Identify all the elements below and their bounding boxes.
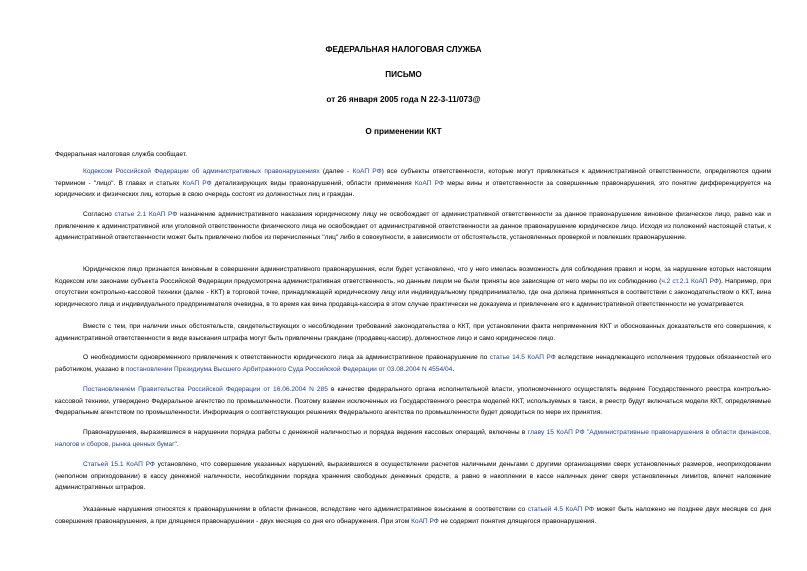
paragraph bbox=[55, 504, 771, 527]
paragraph-text: Правонарушения, выразившиеся в нарушении порядка работы с денежной наличностью и порядка ведения кассовых операций, включены в bbox=[83, 429, 528, 436]
paragraph bbox=[55, 149, 771, 161]
paragraph-text: детализирующих виды правонарушений, области применения bbox=[211, 179, 415, 187]
paragraph bbox=[55, 321, 771, 344]
paragraph-text: установлено, что совершение указанных нарушений, выразившихся в осуществлении расчетов наличными деньгами с другими организациями сверх установленных размеров, неоприходовании (неполном оприходовании) в кассу денежной наличности, несоблюдении порядка хранения свободных денежных средств, а равно в накоплении в кассе наличных денег сверх установленных лимитов, влечет наложение административных штрафов. bbox=[55, 461, 771, 492]
document-link[interactable]: статье 2.1 КоАП РФ bbox=[114, 211, 178, 218]
document-link[interactable]: КоАП РФ bbox=[182, 179, 212, 187]
paragraph-text: . bbox=[176, 440, 179, 448]
paragraph bbox=[55, 384, 771, 419]
document-link[interactable]: Постановлением Правительства Российской Федерации от 16.06.2004 N 285 bbox=[83, 386, 328, 393]
document-link[interactable]: статье 14.5 КоАП РФ bbox=[489, 354, 556, 361]
paragraph bbox=[55, 427, 771, 450]
document-link[interactable]: КоАП РФ bbox=[352, 168, 382, 175]
paragraph bbox=[55, 166, 771, 201]
paragraph bbox=[55, 209, 771, 244]
paragraph-text: в качестве федерального органа исполнительной власти, уполномоченного осуществлять ведение Государственного реестра контрольно-кассовой техники, утверждено Федеральное агентство по промышленности. Поэтому взамен исключенных из Государственного реестра моделей ККТ, используемых в такси, в реестр будут включаться модели ККТ, определяемые Федеральным агентством по промышленности. Информация о соответствующих решениях Федерального агентства по промышленности будет доводиться по мере их принятия. bbox=[55, 386, 771, 417]
document-date-number: от 26 января 2005 года N 22-3-11/073@ bbox=[326, 95, 481, 104]
document-subject: О применении ККТ bbox=[365, 127, 442, 136]
document-link[interactable]: статьей 4.5 КоАП РФ bbox=[527, 506, 594, 513]
document-link[interactable]: КоАП РФ bbox=[414, 179, 444, 187]
paragraph-text: меры вины и ответственности за совершенные правонарушения, это понятие дифференцируется на юридических и физических лиц, которые в свою очередь состоят из должностных лиц и граждан. bbox=[55, 179, 771, 199]
paragraph-text: вследствие ненадлежащего исполнения трудовых обязанностей его работником, указано в bbox=[55, 354, 771, 373]
paragraph bbox=[55, 352, 771, 375]
document-link[interactable]: Кодексом Российской Федерации об административных правонарушениях bbox=[83, 168, 320, 175]
paragraph-text: ). Например, при отсутствии контрольно-кассовой техники (далее - ККТ) в торговой точке, принадлежащей юридическому лицу или индивидуальному предпринимателю, где она должна применяться в соответствии с законодательством о ККТ, вина юридического лица и индивидуального предпринимателя очевидна, в то время как вина продавца-кассира в этом случае практически не доказуема и привлечение его к административной ответственности не усматривается. bbox=[55, 277, 771, 308]
document-link[interactable]: КоАП РФ bbox=[411, 517, 439, 525]
paragraph-text: не содержит понятия длящегося правонарушения. bbox=[438, 517, 597, 525]
paragraph-text: Согласно bbox=[83, 211, 115, 218]
paragraph bbox=[55, 459, 771, 494]
paragraph-text: Указанные нарушения относятся к правонарушениям в области финансов, вследствие чего административное взыскание в соответствии со bbox=[83, 506, 528, 513]
paragraph-text: Федеральная налоговая служба сообщает. bbox=[55, 151, 187, 158]
paragraph-text: (далее - bbox=[319, 168, 353, 175]
agency-title: ФЕДЕРАЛЬНАЯ НАЛОГОВАЯ СЛУЖБА bbox=[325, 45, 482, 54]
paragraph-text: Юридическое лицо признается виновным в совершении административного правонарушения, если будет установлено, что у него имелась возможность для соблюдения правил и норм, за нарушение которых настоящим Кодексом или законами субъекта Российской Федерации предусмотрена административная ответственность, но данным лицом не были приняты все зависящие от него меры по их соблюдению ( bbox=[55, 266, 771, 285]
paragraph-text: Вместе с тем, при наличии иных обстоятельств, свидетельствующих о несоблюдении требований законодательства о ККТ, при установлении факта неприменения ККТ и обоснованных доказательств его совершения, к административной ответственности в виде взыскания штрафа могут быть привлечены граждане (продавец-кассир), должностное лицо и само юридическое лицо. bbox=[55, 323, 771, 342]
paragraph-text: О необходимости одновременного привлечения к ответственности юридического лица за административное правонарушение по bbox=[83, 354, 490, 361]
paragraph-text: назначение административного наказания юридическому лицу не освобождает от административной ответственности за данное правонарушение виновное физическое лицо, равно как и привлечение к административной или уголовной ответственности физического лица не освобождает от административной ответственности за данное правонарушение юридическое лицо. Исходя из положений настоящей статьи, к административной ответственности может быть привлечено любое из перечисленных "лиц" либо в совокупности, в зависимости от обстоятельств, установленных проверкой и повлекших правонарушение. bbox=[55, 211, 771, 242]
document-link[interactable]: ч.2 ст.2.1 КоАП РФ bbox=[661, 277, 719, 285]
document-link[interactable]: главу 15 КоАП РФ "Административные правонарушения в области финансов, налогов и сборов, рынка ценных бумаг" bbox=[55, 429, 771, 448]
paragraph-text: ) все субъекты ответственности, которые могут привлекаться к административной ответственности, определяются одним термином - "лицо". В главах и статьях bbox=[55, 168, 771, 187]
paragraph bbox=[55, 264, 771, 310]
document-link[interactable]: Статьей 15.1 КоАП РФ bbox=[83, 461, 155, 468]
paragraph-text: может быть наложено не позднее двух месяцев со дня совершения правонарушения, а при длящемся правонарушении - двух месяцев со дня его обнаружения. При этом bbox=[55, 506, 772, 525]
document-link[interactable]: постановлении Президиума Высшего Арбитражного Суда Российской Федерации от 03.08.2004 N 4554/04 bbox=[125, 365, 453, 373]
document-type: ПИСЬМО bbox=[385, 70, 422, 79]
paragraph-text: . bbox=[452, 365, 455, 373]
